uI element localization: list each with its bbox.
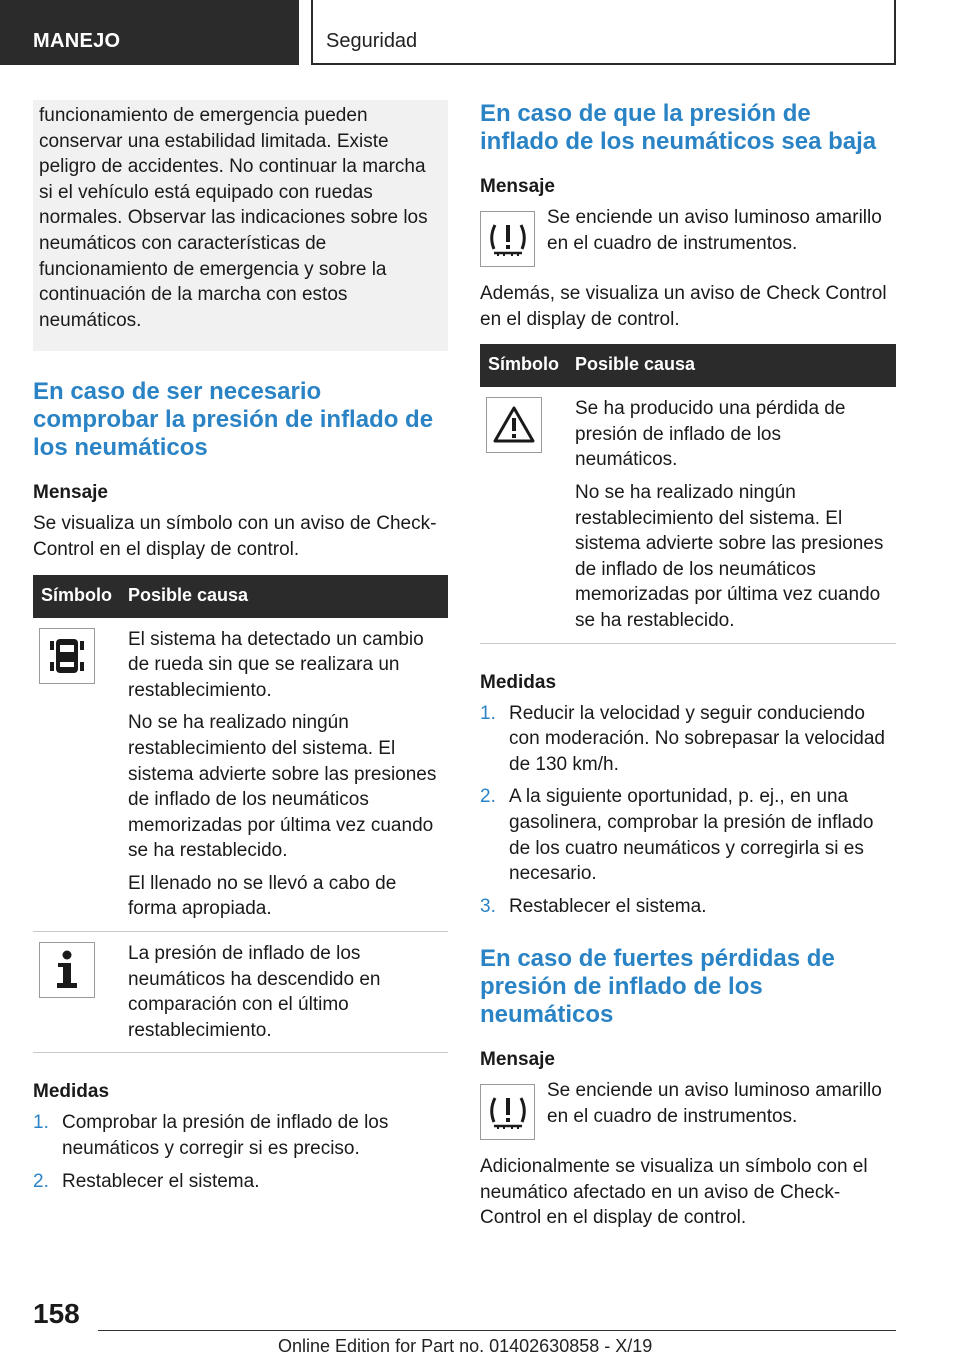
list-item: 1. Comprobar la presión de inflado de los neumáticos y corregir si es preciso. [33,1112,389,1160]
cause-text: El llenado no se llevó a cabo de forma apropiada. [128,872,397,920]
col-header-symbol: Símbolo [33,575,120,618]
heading-strong-loss: En caso de fuertes pérdidas de presión de inflado de los neumáticos [480,945,835,1029]
mensaje-label: Mensaje [33,482,108,504]
list-item: 2. Restablecer el sistema. [33,1170,260,1192]
table-row [33,618,448,932]
chapter-title: Seguridad [326,30,418,52]
section-title: MANEJO [33,30,121,52]
medidas-label: Medidas [480,671,557,693]
lamp-text: Se enciende un aviso luminoso amarillo en el cuadro de instrumentos. [547,1080,882,1127]
list-item: 1. Reducir la velocidad y seguir conduciendo con moderación. No sobrepasar la velocidad de 130 km/h. [480,702,885,775]
cause-text: El sistema ha detectado un cambio de rueda sin que se realizara un restablecimiento. [128,628,424,701]
steps-list-right [480,701,896,920]
footer-edition: Online Edition for Part no. 01402630858 - X/19 [278,1336,653,1356]
section-tab [0,0,299,65]
right-column [480,100,896,1231]
cause-text: No se ha realizado ningún restablecimiento del sistema. El sistema advierte sobre las presiones de inflado de los neumáticos memorizadas por última vez cuando se ha restablecido. [128,712,437,862]
symbol-table-left [33,575,448,1054]
col-header-symbol: Símbolo [480,344,567,387]
lamp-text: Se enciende un aviso luminoso amarillo en el cuadro de instrumentos. [547,207,882,254]
lamp-message [480,205,896,267]
left-column [33,100,448,1201]
tire-pressure-warning-icon [480,211,535,267]
footer-divider [98,1330,896,1331]
heading-check-pressure: En caso de ser necesario comprobar la presión de inflado de los neumáticos [33,378,434,462]
mensaje-label: Mensaje [480,1049,555,1071]
mensaje-text: Se visualiza un símbolo con un aviso de Check-Control en el display de control. [33,513,437,560]
info-icon [39,942,95,998]
lamp-message [480,1078,896,1140]
table-row [480,387,896,643]
extra-text: Adicionalmente se visualiza un símbolo con el neumático afectado en un aviso de Check-Control en el display de control. [480,1156,868,1229]
list-item: 2. A la siguiente oportunidad, p. ej., en una gasolinera, comprobar la presión de inflado de los cuatro neumáticos y corregirla si es necesario. [480,786,874,885]
cause-text: La presión de inflado de los neumáticos ha descendido en comparación con el último restablecimiento. [128,943,381,1041]
col-header-cause: Posible causa [567,344,896,387]
symbol-table-right [480,344,896,643]
tire-pressure-warning-icon [480,1084,535,1140]
car-tire-check-icon [39,628,95,684]
cause-text: Se ha producido una pérdida de presión de inflado de los neumáticos. [575,398,846,471]
page-number: 158 [33,1298,80,1329]
steps-list-left [33,1110,448,1194]
chapter-tab [311,0,896,65]
warning-triangle-icon [486,397,542,453]
warning-box [33,100,448,351]
medidas-label: Medidas [33,1081,110,1103]
warning-text: funcionamiento de emergencia pueden conservar una estabilidad limitada. Existe peligro de accidentes. No continuar la marcha si el vehículo está equipado con ruedas normales. Observar las indicaciones sobre los neumáticos con características de funcionamiento de emergencia y sobre la continuación de la marcha con estos neumáticos. [39,105,428,331]
extra-text: Además, se visualiza un aviso de Check Control en el display de control. [480,283,887,330]
heading-low-pressure: En caso de que la presión de inflado de los neumáticos sea baja [480,100,877,155]
table-row [33,932,448,1053]
col-header-cause: Posible causa [120,575,448,618]
mensaje-label: Mensaje [480,176,555,197]
list-item: 3. Restablecer el sistema. [480,895,707,917]
cause-text: No se ha realizado ningún restablecimiento del sistema. El sistema advierte sobre las presiones de inflado de los neumáticos memorizadas por última vez cuando se ha restablecido. [575,481,884,631]
